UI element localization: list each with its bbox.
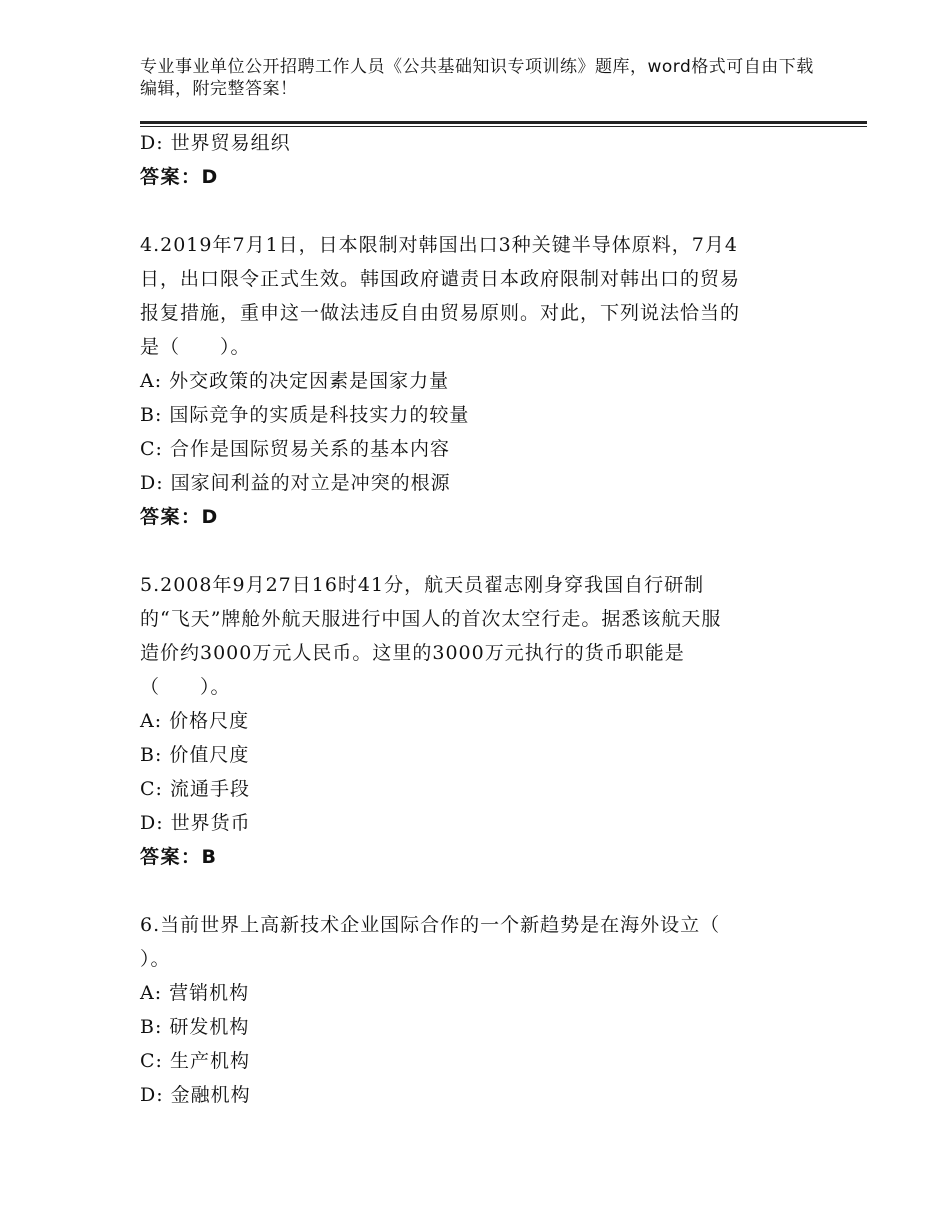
question-6 xyxy=(140,908,805,1112)
spacer xyxy=(140,874,805,908)
question-stem-line: ）。 xyxy=(140,948,171,970)
question-stem-line: 的“飞天”牌舱外航天服进行中国人的首次太空行走。据悉该航天服 xyxy=(140,608,722,630)
q3-answer: 答案：D xyxy=(140,166,219,188)
question-content xyxy=(140,126,805,1112)
option-c: C: 流通手段 xyxy=(140,778,250,800)
spacer xyxy=(140,194,805,228)
question-stem-line: 是（ ）。 xyxy=(140,336,251,358)
header-rule-thick xyxy=(140,121,867,124)
option-a: A: 外交政策的决定因素是国家力量 xyxy=(140,370,450,392)
option-a: A: 营销机构 xyxy=(140,982,250,1004)
option-d: D: 世界货币 xyxy=(140,812,251,834)
option-d: D: 国家间利益的对立是冲突的根源 xyxy=(140,472,451,494)
option-b: B: 价值尺度 xyxy=(140,744,250,766)
header-text: 专业事业单位公开招聘工作人员《公共基础知识专项训练》题库，word格式可自由下载编辑，附完整答案！ xyxy=(140,57,814,99)
question-stem-line: 报复措施，重申这一做法违反自由贸易原则。对此，下列说法恰当的 xyxy=(140,302,741,324)
answer: 答案：B xyxy=(140,846,218,868)
question-stem-line: 4.2019年7月1日，日本限制对韩国出口3种关键半导体原料，7月4 xyxy=(140,234,738,256)
option-a: A: 价格尺度 xyxy=(140,710,250,732)
spacer xyxy=(140,534,805,568)
option-b: B: 研发机构 xyxy=(140,1016,250,1038)
q3-option-d: D: 世界贸易组织 xyxy=(140,132,291,154)
option-c: C: 合作是国际贸易关系的基本内容 xyxy=(140,438,450,460)
option-b: B: 国际竞争的实质是科技实力的较量 xyxy=(140,404,470,426)
answer: 答案：D xyxy=(140,506,219,528)
question-stem-line: 5.2008年9月27日16时41分，航天员翟志刚身穿我国自行研制 xyxy=(140,574,705,596)
question-4 xyxy=(140,228,805,534)
question-5 xyxy=(140,568,805,874)
document-header xyxy=(140,56,820,100)
option-d: D: 金融机构 xyxy=(140,1084,251,1106)
question-stem-line: 6.当前世界上高新技术企业国际合作的一个新趋势是在海外设立（ xyxy=(140,914,721,936)
question-stem-line: 日，出口限令正式生效。韩国政府谴责日本政府限制对韩出口的贸易 xyxy=(140,268,741,290)
question-stem-line: 造价约3000万元人民币。这里的3000万元执行的货币职能是 xyxy=(140,642,685,664)
option-c: C: 生产机构 xyxy=(140,1050,250,1072)
question-stem-line: （ ）。 xyxy=(140,676,231,698)
